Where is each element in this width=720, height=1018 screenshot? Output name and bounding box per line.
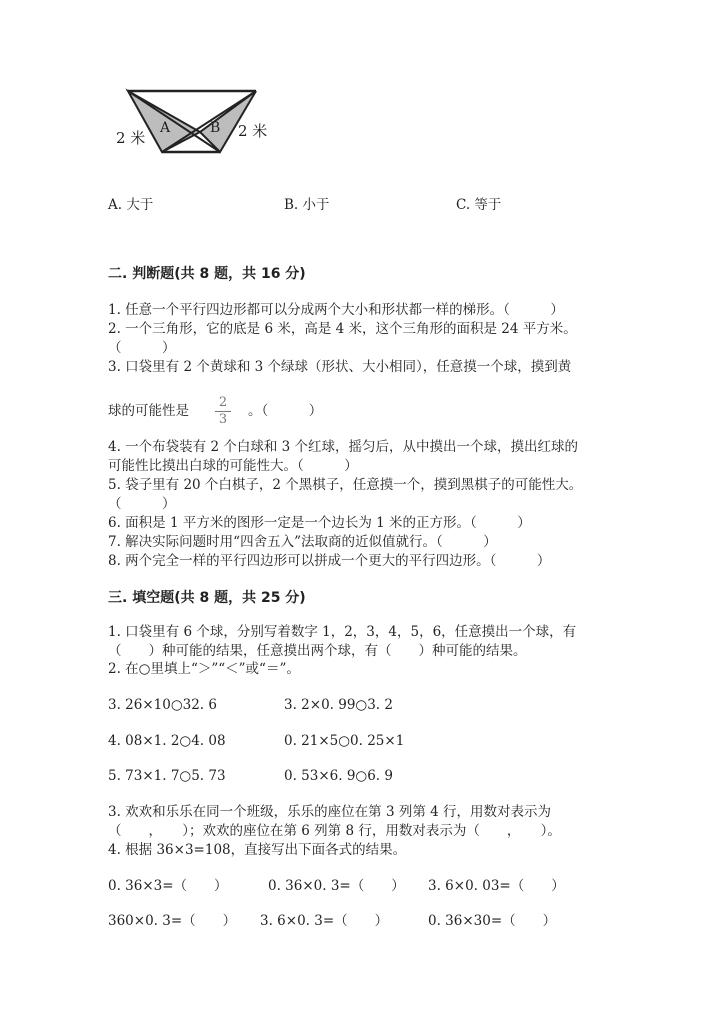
section2-title: 二. 判断题(共 8 题，共 16 分): [108, 266, 306, 282]
judge-q1: 1. 任意一个平行四边形都可以分成两个大小和形状都一样的梯形。（ ）: [108, 302, 564, 318]
fill-q4: 4. 根据 36×3=108，直接写出下面各式的结果。: [108, 842, 407, 858]
fill-q3: 3. 欢欢和乐乐在同一个班级，乐乐的座位在第 3 列第 4 行，用数对表示为: [108, 804, 552, 820]
fill-q1-cont: （ ）种可能的结果，任意摸出两个球，有（ ）种可能的结果。: [108, 643, 527, 659]
figure-label-left: 2 米: [116, 129, 146, 147]
judge-q2: 2. 一个三角形，它的底是 6 米，高是 4 米，这个三角形的面积是 24 平方米。: [108, 321, 577, 337]
figure-label-a: A: [160, 120, 171, 136]
judge-q5: 5. 袋子里有 20 个白棋子，2 个黑棋子，任意摸一个，摸到黑棋子的可能性大。: [108, 477, 583, 493]
judge-q3-paren: 。（ ）: [248, 403, 323, 419]
compare-2b: 0. 21×5○0. 25×1: [284, 733, 405, 749]
option-a: A. 大于: [108, 197, 154, 213]
judge-q3: 3. 口袋里有 2 个黄球和 3 个绿球（形状、大小相同），任意摸一个球，摸到黄: [108, 359, 572, 375]
fraction-numerator: 2: [218, 395, 228, 410]
judge-q8: 8. 两个完全一样的平行四边形可以拼成一个更大的平行四边形。（ ）: [108, 553, 551, 569]
fill-q3-cont: （ ， ）；欢欢的座位在第 6 列第 8 行，用数对表示为（ ， ）。: [108, 823, 561, 839]
compare-3a: 5. 73×1. 7○5. 73: [108, 768, 226, 784]
calc-1c: 3. 6×0. 03=（ ）: [428, 878, 565, 894]
fill-q2: 2. 在○里填上“＞”“＜”或“＝”。: [108, 661, 300, 677]
fill-q1: 1. 口袋里有 6 个球，分别写着数字 1，2，3，4，5，6，任意摸出一个球，有: [108, 624, 577, 640]
compare-2a: 4. 08×1. 2○4. 08: [108, 733, 226, 749]
judge-q6: 6. 面积是 1 平方米的图形一定是一个边长为 1 米的正方形。（ ）: [108, 515, 531, 531]
section3-title: 三. 填空题(共 8 题，共 25 分): [108, 590, 306, 606]
calc-1a: 0. 36×3=（ ）: [108, 878, 228, 894]
judge-q7: 7. 解决实际问题时用“四舍五入”法取商的近似值就行。（ ）: [108, 534, 497, 550]
fraction-denominator: 3: [218, 412, 228, 427]
figure-label-right: 2 米: [238, 122, 268, 140]
calc-2a: 360×0. 3=（ ）: [108, 913, 237, 929]
calc-2c: 0. 36×30=（ ）: [428, 913, 557, 929]
judge-q4-cont: 可能性比摸出白球的可能性大。（ ）: [108, 458, 358, 474]
option-c: C. 等于: [456, 197, 502, 213]
judge-q2-paren: （ ）: [108, 340, 176, 356]
figure-label-b: B: [210, 120, 221, 136]
judge-q4: 4. 一个布袋装有 2 个白球和 3 个红球，摇匀后，从中摸出一个球，摸出红球的: [108, 439, 579, 455]
judge-q3-tail: 球的可能性是: [108, 403, 189, 419]
option-b: B. 小于: [284, 197, 330, 213]
calc-2b: 3. 6×0. 3=（ ）: [260, 913, 389, 929]
calc-1b: 0. 36×0. 3=（ ）: [268, 878, 405, 894]
fraction-two-thirds: [213, 396, 233, 427]
compare-1a: 3. 26×10○32. 6: [108, 697, 217, 713]
compare-1b: 3. 2×0. 99○3. 2: [284, 697, 393, 713]
compare-3b: 0. 53×6. 9○6. 9: [284, 768, 393, 784]
judge-q5-paren: （ ）: [108, 496, 176, 512]
